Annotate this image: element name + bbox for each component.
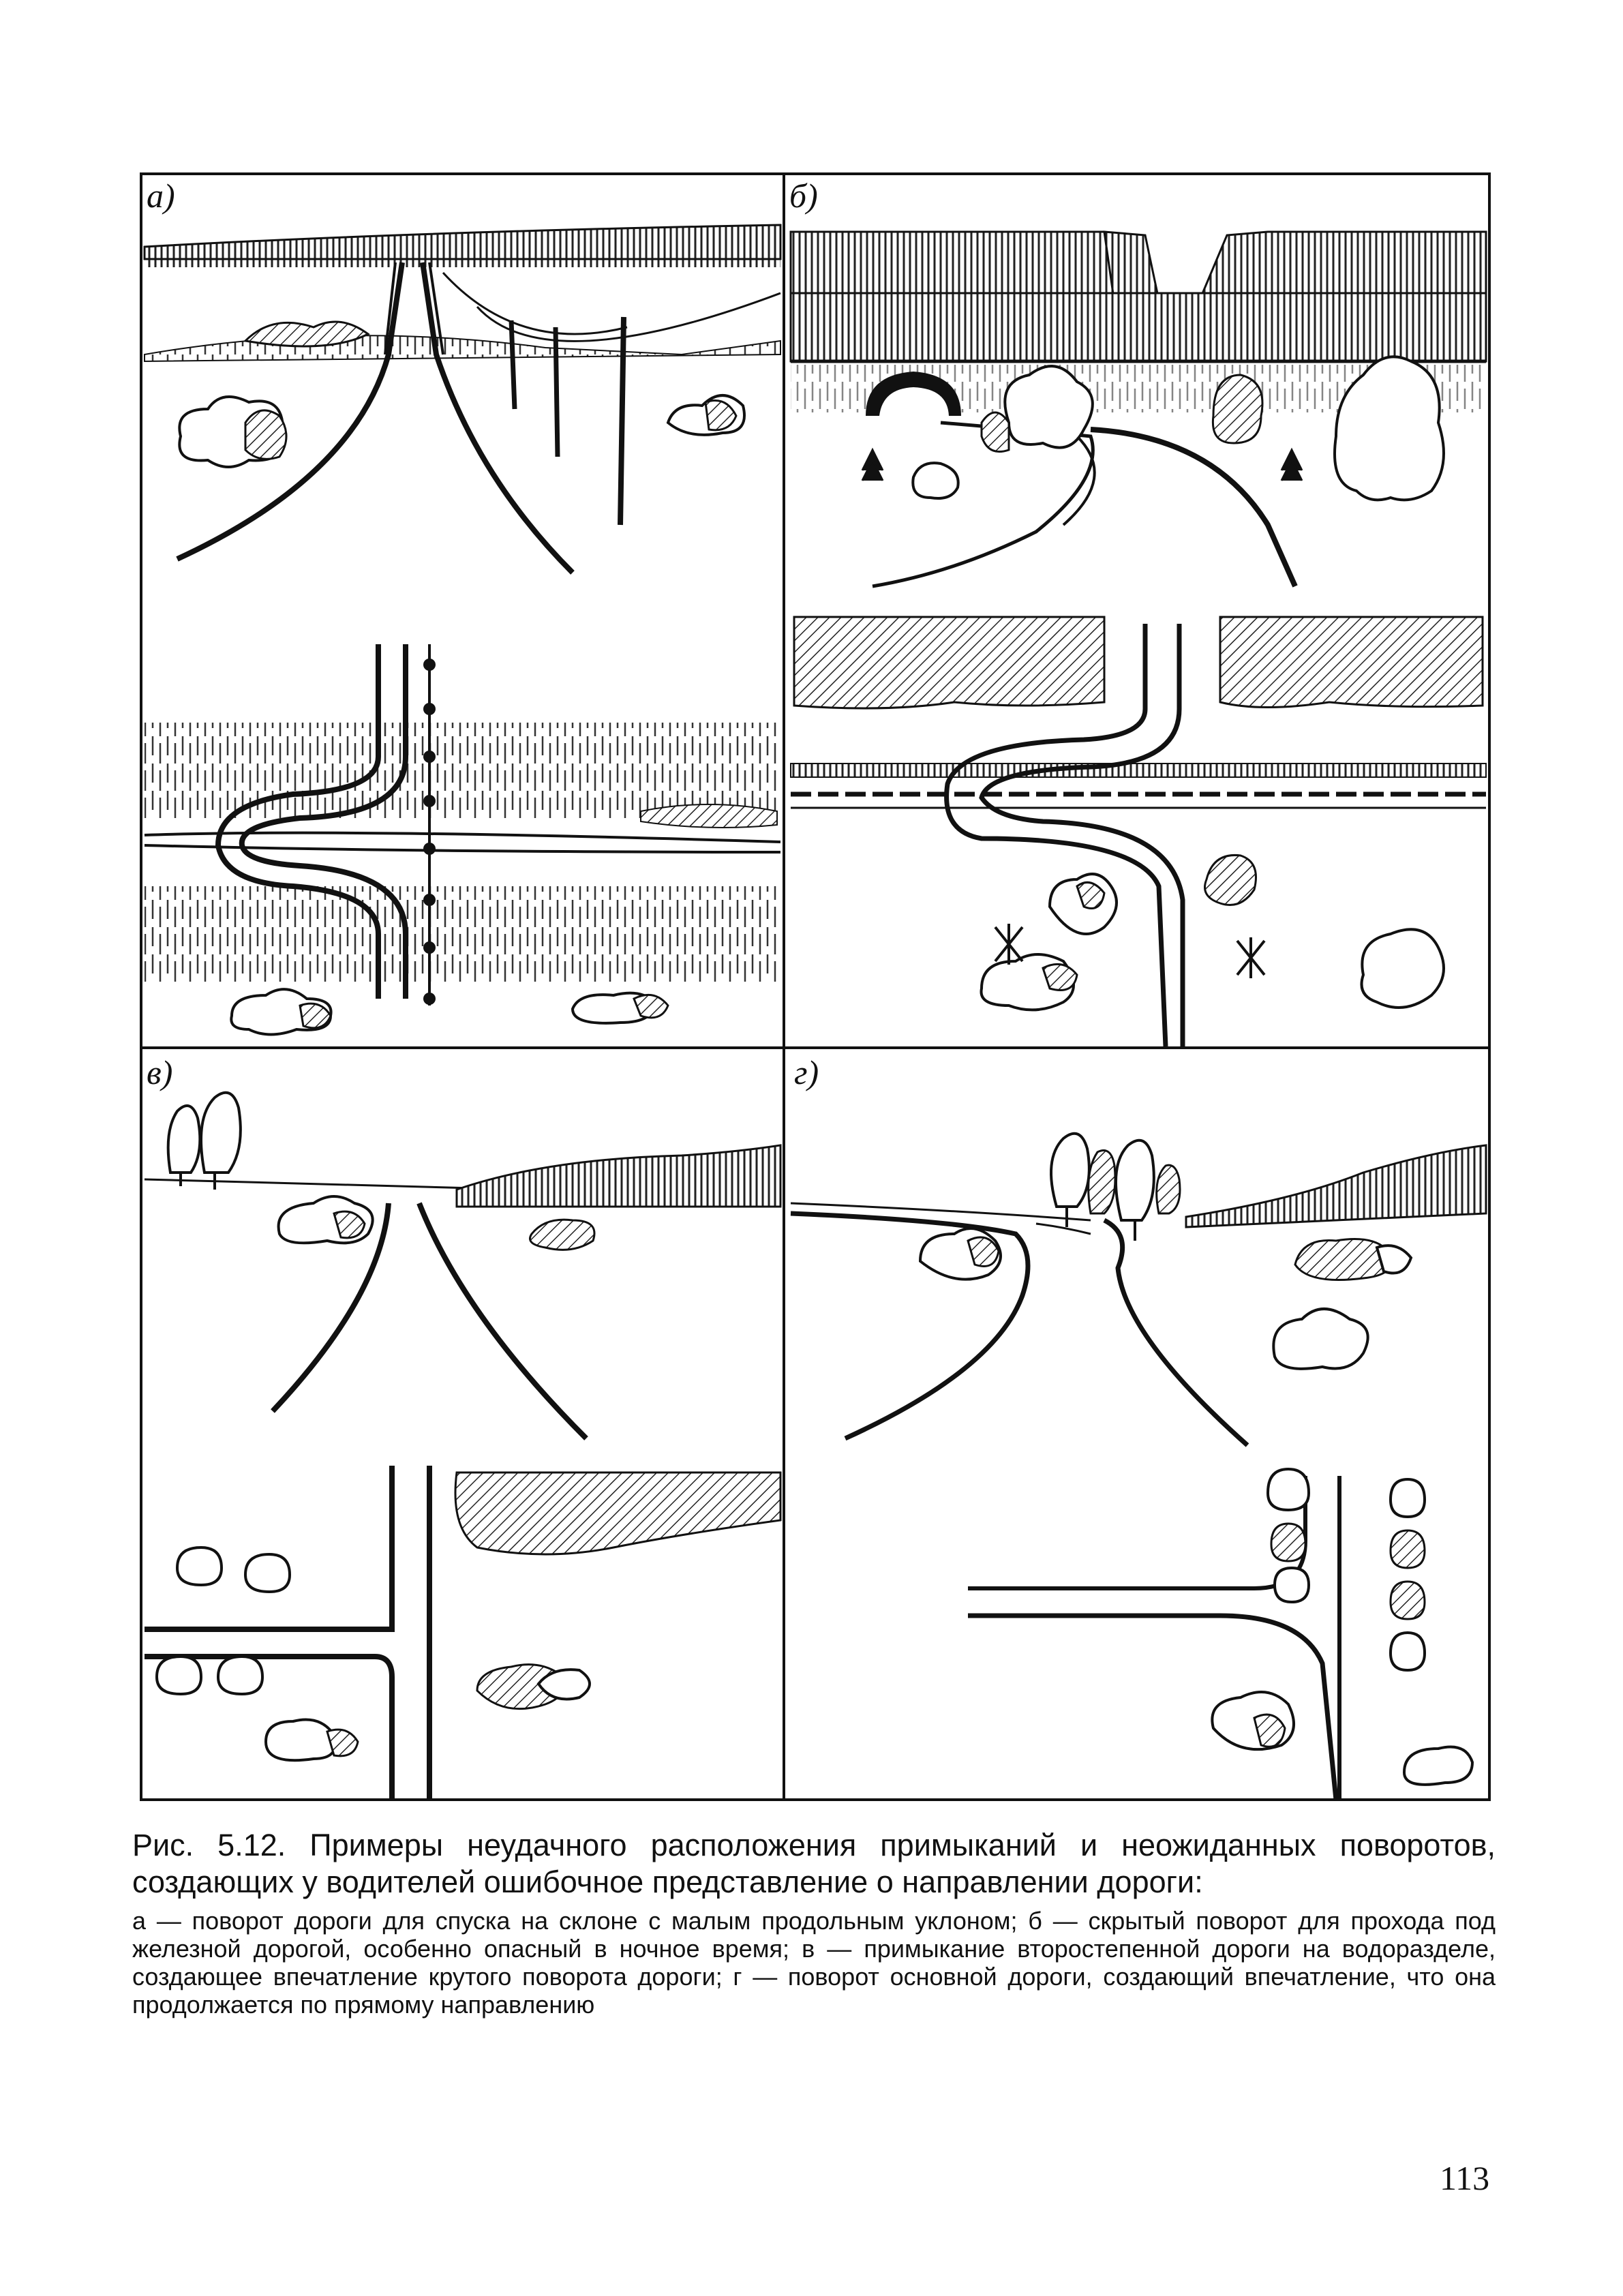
panel-label-a: a) (147, 177, 175, 215)
panel-g-plan (968, 1469, 1472, 1800)
panel-label-g: г) (794, 1053, 819, 1091)
panel-b-plan (791, 617, 1486, 1046)
panel-v-perspective (145, 1093, 780, 1438)
panel-label-v: в) (147, 1053, 173, 1091)
panel-label-b: б) (789, 177, 818, 215)
panel-a-plan (145, 644, 780, 1035)
panel-a-perspective (145, 225, 780, 573)
figure-caption-title: Рис. 5.12. Примеры неудачного расположения примыканий и неожиданных поворотов, создающих у водителей ошибочное представление о направлении дороги: (132, 1828, 1496, 1899)
panel-b-perspective (791, 232, 1486, 586)
panel-g-perspective (791, 1134, 1486, 1445)
figure-caption-body: а — поворот дороги для спуска на склоне с малым продольным уклоном; б — скрытый поворот для прохода под железной дорогой, особенно опасный в ночное время; в — примыкание второстепенной дороги на водоразделе, создающее впечатление крутого поворота дороги; г — поворот основной дороги, создающий впечатление, что она продолжается по прямому направлению (132, 1907, 1496, 2019)
panel-v-plan (145, 1466, 780, 1800)
page-number: 113 (1440, 2159, 1490, 2197)
